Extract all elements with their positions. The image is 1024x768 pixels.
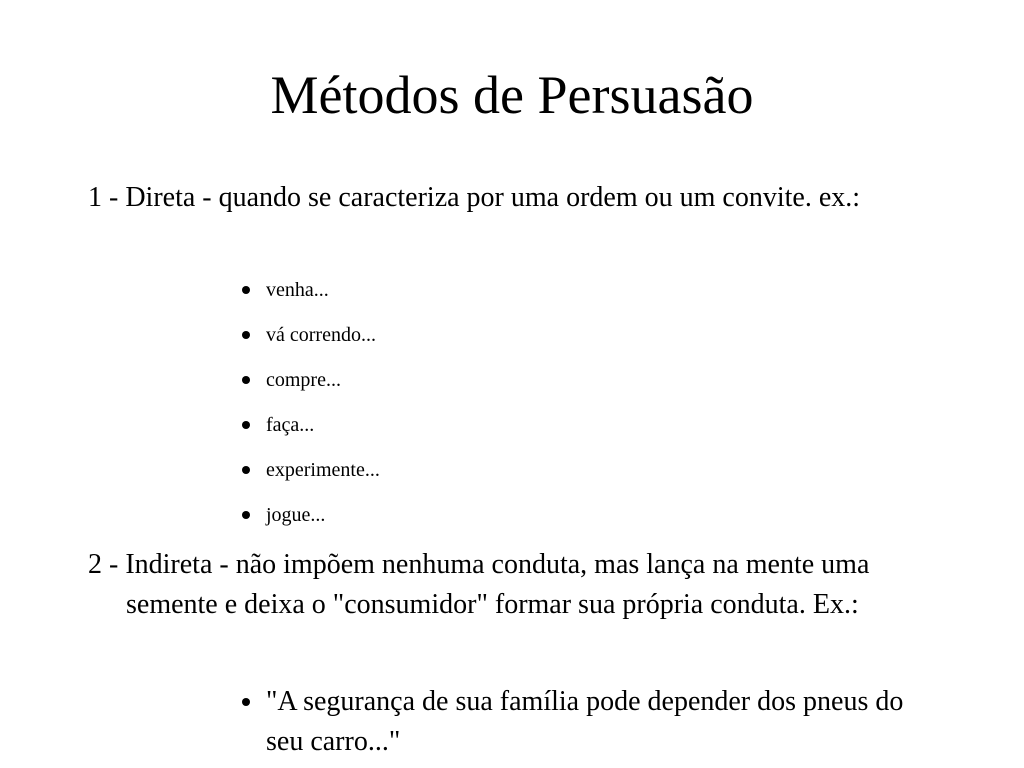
list-item-text: venha... (266, 279, 329, 301)
list-item-text: experimente... (266, 459, 380, 481)
bullet-icon (242, 421, 250, 429)
list-item-text: jogue... (266, 504, 326, 526)
bullet-icon (242, 466, 250, 474)
indirect-examples-list (238, 682, 938, 762)
bullet-icon (242, 286, 250, 294)
bullet-icon (242, 511, 250, 519)
list-item (238, 364, 380, 396)
list-item-text: faça... (266, 414, 315, 436)
bullet-icon (242, 376, 250, 384)
list-item (238, 454, 380, 486)
list-item-text: "A segurança de sua família pode depender dos pneus do seu carro..." (266, 686, 904, 757)
list-item (238, 682, 938, 762)
list-item (238, 319, 380, 351)
direct-examples-list (238, 274, 380, 544)
section-indirect-text: 2 - Indireta - não impõem nenhuma conduta, mas lança na mente uma semente e deixa o "consumidor" formar sua própria conduta. Ex.: (88, 549, 870, 620)
list-item-text: vá correndo... (266, 324, 376, 346)
bullet-icon (242, 331, 250, 339)
list-item-text: compre... (266, 369, 341, 391)
section-direct-text: 1 - Direta - quando se caracteriza por uma ordem ou um convite. ex.: (88, 182, 861, 213)
list-item (238, 274, 380, 306)
bullet-icon (242, 698, 250, 706)
list-item (238, 409, 380, 441)
list-item (238, 499, 380, 531)
slide-title: Métodos de Persuasão (270, 65, 754, 125)
